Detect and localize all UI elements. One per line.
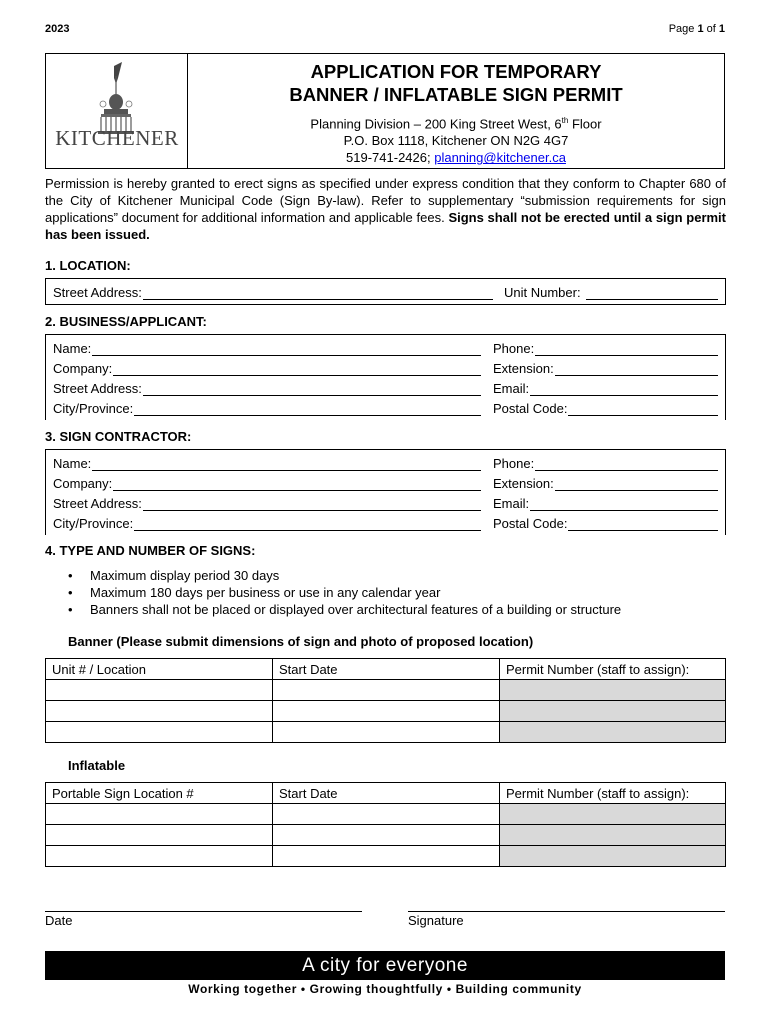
banner-title: Banner (Please submit dimensions of sign and photo of proposed location): [68, 634, 534, 649]
phone-email: 519-741-2426; planning@kitchener.ca: [346, 150, 566, 166]
email-link[interactable]: planning@kitchener.ca: [434, 150, 566, 166]
business-box: [45, 334, 726, 420]
table-cell[interactable]: [273, 846, 500, 867]
table-row: [46, 701, 726, 722]
section-business-title: 2. BUSINESS/APPLICANT:: [45, 314, 207, 329]
staff-cell: [500, 846, 726, 867]
business-city-field[interactable]: City/Province:: [53, 399, 481, 416]
table-cell[interactable]: [273, 804, 500, 825]
table-row: [46, 825, 726, 846]
table-cell[interactable]: [273, 701, 500, 722]
contractor-city-field[interactable]: City/Province:: [53, 514, 481, 531]
business-email-field[interactable]: Email:: [493, 379, 718, 396]
col-permit-number: Permit Number (staff to assign):: [500, 659, 726, 680]
year: 2023: [45, 23, 70, 35]
business-company-field[interactable]: Company:: [53, 359, 481, 376]
contractor-email-field[interactable]: Email:: [493, 494, 718, 511]
rules-list: [68, 567, 621, 618]
table-cell[interactable]: [46, 846, 273, 867]
table-cell[interactable]: [273, 680, 500, 701]
staff-cell: [500, 701, 726, 722]
location-box: [45, 278, 726, 305]
table-row: [46, 804, 726, 825]
table-row: [46, 680, 726, 701]
city-logo: [46, 54, 188, 168]
section-location-title: 1. LOCATION:: [45, 258, 131, 273]
staff-cell: [500, 825, 726, 846]
signature-line[interactable]: [408, 911, 725, 912]
unit-number-field[interactable]: Unit Number:: [504, 283, 718, 300]
address: Planning Division – 200 King Street West, 6th Floor: [310, 116, 602, 132]
business-name-field[interactable]: Name:: [53, 339, 481, 356]
contact-block: [188, 112, 724, 166]
table-header-row: [46, 659, 726, 680]
contractor-street-field[interactable]: Street Address:: [53, 494, 481, 511]
business-phone-field[interactable]: Phone:: [493, 339, 718, 356]
table-cell[interactable]: [46, 804, 273, 825]
banner-table: [45, 658, 726, 743]
table-cell[interactable]: [46, 701, 273, 722]
business-postal-field[interactable]: Postal Code:: [493, 399, 718, 416]
col-start-date: Start Date: [273, 783, 500, 804]
signature-label: Signature: [408, 913, 464, 928]
table-row: [46, 722, 726, 743]
intro-paragraph: Permission is hereby granted to erect signs as specified under express condition that they conform to Chapter 680 of the City of Kitchener Municipal Code (Sign By-law). Refer to supplementary “submission requirements for sign applications” document for additional information and applicable fees. Signs shall not be erected until a sign permit has been issued.: [45, 176, 726, 242]
contractor-name-field[interactable]: Name:: [53, 454, 481, 471]
form-title: APPLICATION FOR TEMPORARY BANNER / INFLATABLE SIGN PERMIT: [289, 61, 623, 105]
staff-cell: [500, 804, 726, 825]
table-cell[interactable]: [46, 680, 273, 701]
contractor-box: [45, 449, 726, 535]
staff-cell: [500, 722, 726, 743]
contractor-extension-field[interactable]: Extension:: [493, 474, 718, 491]
table-cell[interactable]: [46, 722, 273, 743]
staff-cell: [500, 680, 726, 701]
rule-item: • Banners shall not be placed or displayed over architectural features of a building or structure: [68, 601, 621, 618]
contractor-company-field[interactable]: Company:: [53, 474, 481, 491]
col-unit-location: Unit # / Location: [46, 659, 273, 680]
col-portable-location: Portable Sign Location #: [46, 783, 273, 804]
po-box: P.O. Box 1118, Kitchener ON N2G 4G7: [343, 133, 569, 149]
street-address-field[interactable]: Street Address:: [53, 283, 493, 300]
date-label: Date: [45, 913, 73, 928]
table-cell[interactable]: [273, 825, 500, 846]
col-start-date: Start Date: [273, 659, 500, 680]
date-line[interactable]: [45, 911, 362, 912]
section-contractor-title: 3. SIGN CONTRACTOR:: [45, 429, 192, 444]
contractor-postal-field[interactable]: Postal Code:: [493, 514, 718, 531]
rule-item: • Maximum 180 days per business or use in any calendar year: [68, 584, 621, 601]
footer-tagline: Working together • Growing thoughtfully • Building community: [188, 982, 582, 996]
table-row: [46, 846, 726, 867]
col-permit-number: Permit Number (staff to assign):: [500, 783, 726, 804]
table-header-row: [46, 783, 726, 804]
inflatable-table: [45, 782, 726, 867]
header-box: [45, 53, 725, 169]
title-cell: [188, 54, 724, 168]
business-extension-field[interactable]: Extension:: [493, 359, 718, 376]
table-cell[interactable]: [273, 722, 500, 743]
rule-item: • Maximum display period 30 days: [68, 567, 621, 584]
contractor-phone-field[interactable]: Phone:: [493, 454, 718, 471]
business-street-field[interactable]: Street Address:: [53, 379, 481, 396]
page-indicator: Page 1 of 1: [668, 23, 725, 35]
logo-text: KITCHENER: [55, 126, 179, 150]
section-types-title: 4. TYPE AND NUMBER OF SIGNS:: [45, 543, 256, 558]
table-cell[interactable]: [46, 825, 273, 846]
footer-slogan-bar: A city for everyone: [45, 951, 725, 980]
inflatable-title: Inflatable: [68, 758, 126, 773]
